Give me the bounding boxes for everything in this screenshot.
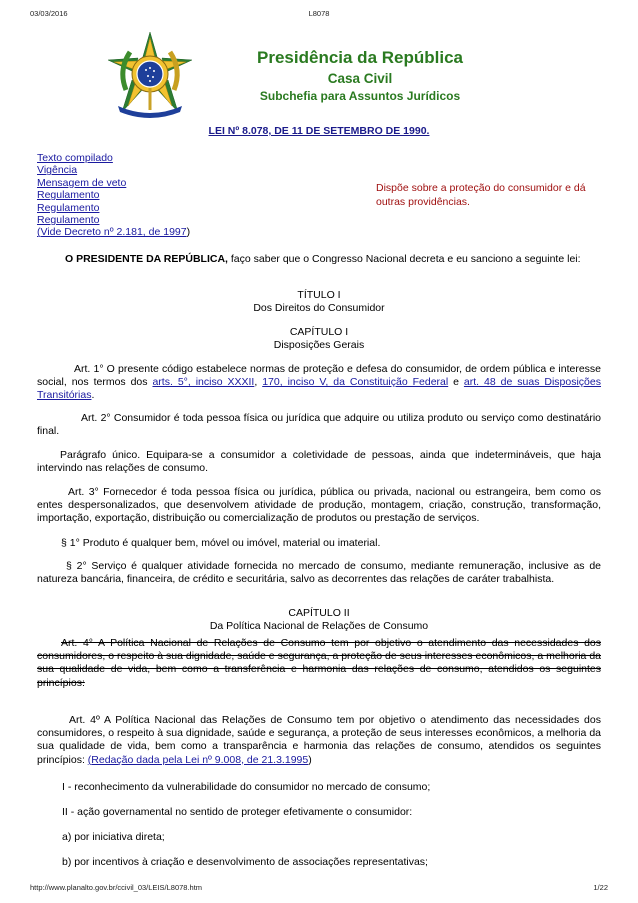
item-a: a) por iniciativa direta; [62, 831, 165, 843]
presidency-title: Presidência da República [257, 48, 463, 67]
capitulo-2: CAPÍTULO II Da Política Nacional de Relações de Consumo [209, 607, 429, 633]
print-page: 1/22 [593, 883, 608, 892]
link-mensagem-veto[interactable]: Mensagem de veto [37, 176, 127, 189]
titulo-1: TÍTULO I Dos Direitos do Consumidor [253, 289, 385, 315]
print-url: http://www.planalto.gov.br/ccivil_03/LEIS/L8078.htm [30, 883, 203, 892]
article-4: Art. 4º A Política Nacional das Relações de Consumo tem por objetivo o atendimento das necessidades dos consumidores, o respeito à sua dignidade, saúde e segurança, a proteção de seus interesses econômicos, a melhoria da sua qualidade de vida, bem como a transparência e harmonia das relações de consumo, atendidos os seguintes princípios: (Redação dada pela Lei nº 9.008, de 21.3.1995) [37, 714, 601, 766]
article-4-revoked: Art. 4° A Política Nacional de Relações de Consumo tem por objetivo o atendimento das necessidades dos consumidores, o respeito à sua dignidade, saúde e segurança, a proteção de seus interesses econômicos, a melhoria da sua qualidade de vida, bem como a transferência e harmonia das relações de consumo, atendidos os seguintes princípios: [37, 637, 601, 689]
link-texto-compilado[interactable]: Texto compilado [37, 152, 113, 164]
link-regulamento-2[interactable]: Regulamento [37, 201, 100, 214]
link-art48[interactable]: art. 48 de suas Disposições Transitórias [37, 376, 601, 402]
article-3: Art. 3° Fornecedor é toda pessoa física ou jurídica, pública ou privada, nacional ou estrangeira, bem como os entes despersonalizados, que desenvolvem atividade de produção, montagem, criação, construção, transformação, importação, exportação, distribuição ou comercialização de produtos ou prestação de serviços. [37, 486, 601, 525]
law-heading [0, 125, 638, 137]
law-title-link[interactable]: LEI Nº 8.078, DE 11 DE SETEMBRO DE 1990. [208, 125, 430, 137]
article-1: Art. 1° O presente código estabelece normas de proteção e defesa do consumidor, de ordem pública e interesse social, nos termos dos arts. 5°, inciso XXXII, 170, inciso V, da Constituição Federal e art. 48 de suas Disposições Transitórias. [37, 363, 601, 402]
article-2: Art. 2° Consumidor é toda pessoa física ou jurídica que adquire ou utiliza produto ou serviço como destinatário final. [37, 412, 601, 438]
item-ii: II - ação governamental no sentido de proteger efetivamente o consumidor: [62, 806, 413, 818]
subchefia-title: Subchefia para Assuntos Jurídicos [259, 89, 461, 103]
print-title: L8078 [308, 9, 330, 18]
link-regulamento-1[interactable]: Regulamento [37, 189, 100, 202]
print-date: 03/03/2016 [30, 9, 68, 18]
item-i: I - reconhecimento da vulnerabilidade do consumidor no mercado de consumo; [62, 781, 431, 793]
casa-civil-title: Casa Civil [327, 71, 393, 86]
article-3-par-1: § 1° Produto é qualquer bem, móvel ou imóvel, material ou imaterial. [61, 537, 381, 549]
link-lei-9008[interactable]: (Redação dada pela Lei nº 9.008, de 21.3.1995 [87, 753, 309, 766]
item-b: b) por incentivos à criação e desenvolvimento de associações representativas; [62, 856, 428, 868]
link-vide-decreto[interactable]: (Vide Decreto nº 2.181, de 1997 [37, 226, 187, 239]
capitulo-1: CAPÍTULO I Disposições Gerais [273, 326, 365, 352]
link-art170[interactable]: 170, inciso V, da Constituição Federal [262, 376, 449, 389]
link-regulamento-3[interactable]: Regulamento [37, 214, 100, 227]
reference-links: Texto compilado Vigência Mensagem de veto Regulamento Regulamento Regulamento (Vide Decreto nº 2.181, de 1997) [37, 152, 191, 239]
ementa: Dispõe sobre a proteção do consumidor e dá outras providências. [376, 182, 586, 208]
link-vigencia[interactable]: Vigência [37, 164, 78, 177]
link-art5[interactable]: arts. 5°, inciso XXXII [152, 376, 255, 389]
article-3-par-2: § 2° Serviço é qualquer atividade fornecida no mercado de consumo, mediante remuneração, inclusive as de natureza bancária, financeira, de crédito e securitária, salvo as decorrentes das relações de caráter trabalhista. [37, 560, 601, 586]
preamble: O PRESIDENTE DA REPÚBLICA, faço saber que o Congresso Nacional decreta e eu sanciono a seguinte lei: [65, 253, 581, 265]
article-2-paragraph: Parágrafo único. Equipara-se a consumidor a coletividade de pessoas, ainda que indetermináveis, que haja intervindo nas relações de consumo. [37, 449, 601, 475]
